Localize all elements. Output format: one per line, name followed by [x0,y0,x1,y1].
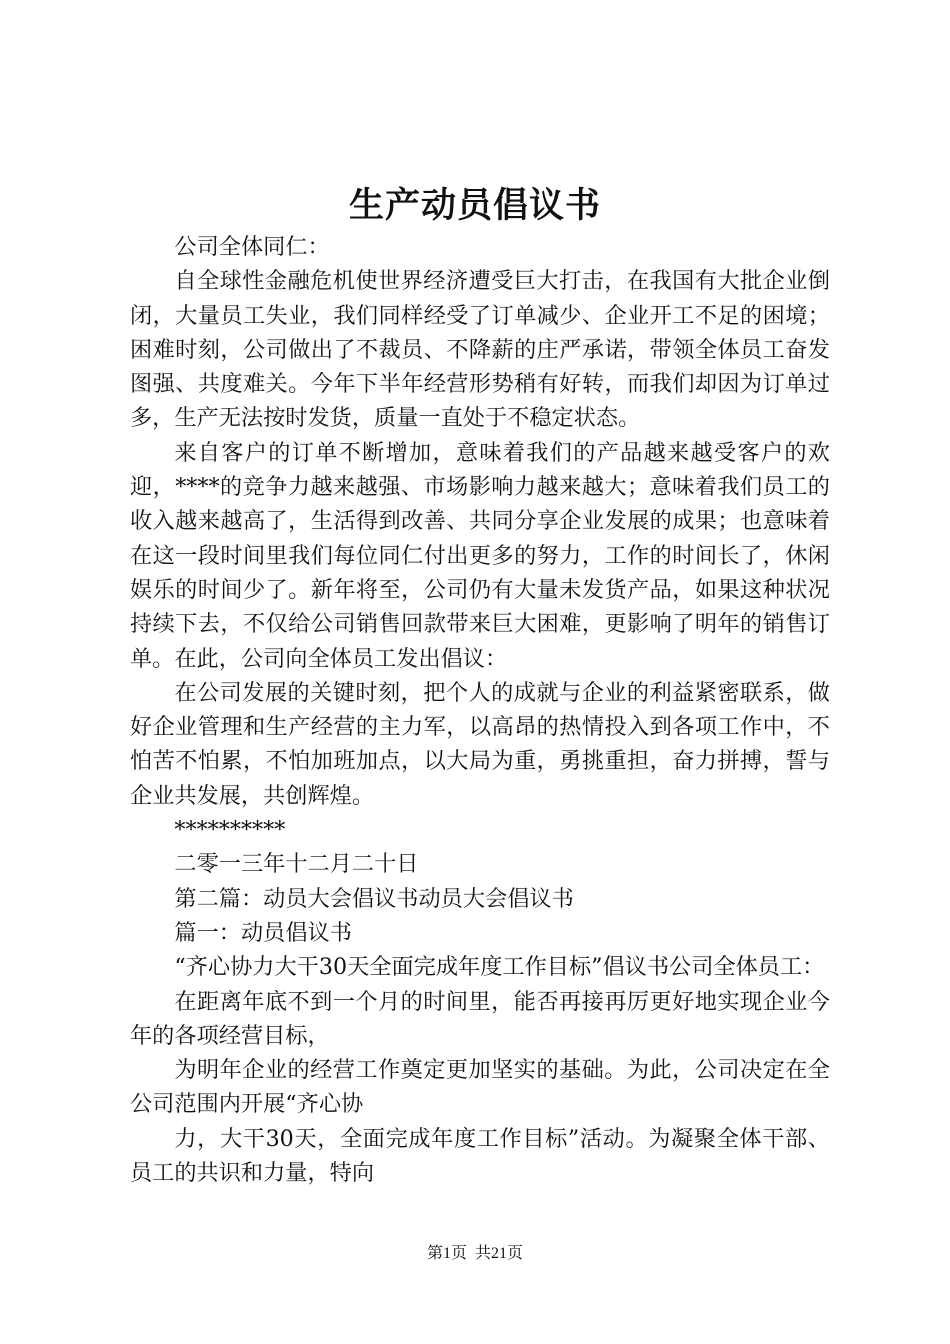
document-title: 生产动员倡议书 [348,185,601,226]
paragraph: “齐心协力大干30天全面完成年度工作目标”倡议书公司全体员工： [174,954,825,981]
document-body [130,230,830,1190]
salutation: 公司全体同仁： [174,234,330,260]
signature-placeholder: ********** [174,817,286,844]
paragraph: 在距离年底不到一个月的时间里，能否再接再厉更好地实现企业今年的各项经营目标， [130,988,830,1049]
paragraph: 力，大干30天，全面完成年度工作目标”活动。为凝聚全体干部、员工的共识和力量，特向 [130,1125,830,1187]
paragraph: 来自客户的订单不断增加，意味着我们的产品越来越受客户的欢迎，****的竞争力越来越强、市场影响力越来越大；意味着我们员工的收入越来越高了，生活得到改善、共同分享企业发展的成果；也意味着在这一段时间里我们每位同仁付出更多的努力，工作的时间长了，休闲娱乐的时间少了。新年将至，公司仍有大量未发货产品，如果这种状况持续下去，不仅给公司销售回款带来巨大困难，更影响了明年的销售订单。在此，公司向全体员工发出倡议： [130,439,830,672]
section-subheading: 篇一：动员倡议书 [174,919,352,946]
section-heading: 第二篇：动员大会倡议书动员大会倡议书 [174,885,574,912]
paragraph: 自全球性金融危机使世界经济遭受巨大打击，在我国有大批企业倒闭，大量员工失业，我们同样经受了订单减少、企业开工不足的困境；困难时刻，公司做出了不裁员、不降薪的庄严承诺，带领全体员工奋发图强、共度难关。今年下半年经营形势稍有好转，而我们却因为订单过多，生产无法按时发货，质量一直处于不稳定状态。 [130,268,830,432]
date-line: 二零一三年十二月二十日 [174,851,419,878]
page-footer [0,1244,950,1264]
paragraph: 为明年企业的经营工作奠定更加坚实的基础。为此，公司决定在全公司范围内开展“齐心协 [130,1057,830,1118]
paragraph: 在公司发展的关键时刻，把个人的成就与企业的利益紧密联系，做好企业管理和生产经营的主力军，以高昂的热情投入到各项工作中，不怕苦不怕累，不怕加班加点，以大局为重，勇挑重担，奋力拼搏，誓与企业共发展，共创辉煌。 [130,679,830,809]
page-number: 第1页 [426,1245,467,1262]
page-total: 共21页 [475,1245,524,1262]
